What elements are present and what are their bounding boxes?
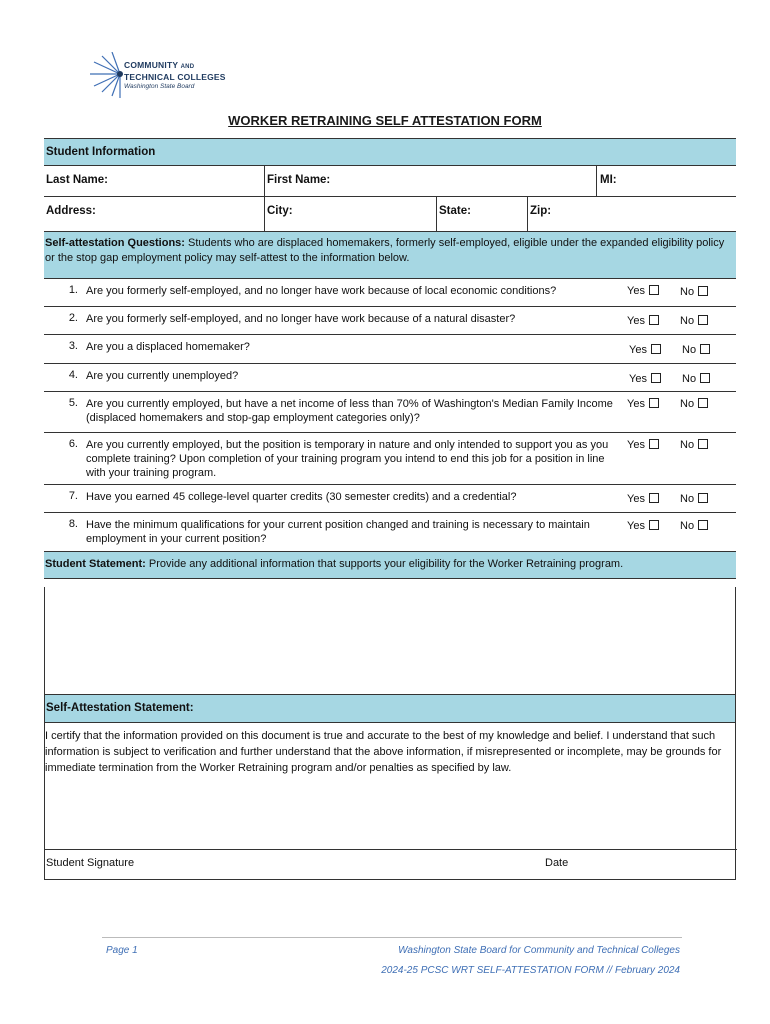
student-statement-field[interactable] [44, 587, 736, 695]
question-8: 8. Have the minimum qualifications for your current position changed and training is necessary to maintain employment in your current position? Yes No [44, 513, 736, 552]
mi-label: MI: [600, 174, 617, 186]
q3-no-checkbox[interactable]: No [682, 344, 710, 356]
q6-yes-checkbox[interactable]: Yes [627, 439, 659, 451]
last-name-label: Last Name: [46, 174, 108, 186]
student-info-header: Student Information [44, 138, 736, 166]
logo-line-1: COMMUNITY AND [124, 60, 195, 70]
starburst-icon [88, 52, 128, 102]
question-1: 1. Are you formerly self-employed, and no longer have work because of local economic conditions? Yes No [44, 279, 736, 307]
question-3: 3. Are you a displaced homemaker? Yes No [44, 335, 736, 364]
footer-form-id: 2024-25 PCSC WRT SELF-ATTESTATION FORM // February 2024 [381, 965, 680, 976]
question-5: 5. Are you currently employed, but have a net income of less than 70% of Washington's Median Family Income (displaced homemakers and stop-gap employment categories only)? Yes No [44, 392, 736, 433]
city-label: City: [267, 205, 293, 217]
form-title: WORKER RETRAINING SELF ATTESTATION FORM [228, 113, 542, 128]
footer-org: Washington State Board for Community and Technical Colleges [398, 945, 680, 956]
footer-divider [102, 937, 682, 938]
student-signature-label: Student Signature [46, 857, 135, 869]
state-label: State: [439, 205, 471, 217]
q7-no-checkbox[interactable]: No [680, 493, 708, 505]
q8-no-checkbox[interactable]: No [680, 520, 708, 532]
q2-yes-checkbox[interactable]: Yes [627, 315, 659, 327]
q5-yes-checkbox[interactable]: Yes [627, 398, 659, 410]
first-name-label: First Name: [267, 174, 331, 186]
q1-no-checkbox[interactable]: No [680, 286, 708, 298]
logo-line-2: TECHNICAL COLLEGES [124, 72, 226, 82]
q7-yes-checkbox[interactable]: Yes [627, 493, 659, 505]
q4-no-checkbox[interactable]: No [682, 373, 710, 385]
q6-no-checkbox[interactable]: No [680, 439, 708, 451]
student-statement-header: Student Statement: Provide any additional information that supports your eligibility for the Worker Retraining program. [44, 552, 736, 579]
q4-yes-checkbox[interactable]: Yes [629, 373, 661, 385]
q1-yes-checkbox[interactable]: Yes [627, 285, 659, 297]
self-attestation-body [44, 723, 736, 880]
questions-header: Self-attestation Questions: Students who are displaced homemakers, formerly self-employed, eligible under the expanded eligibility policy or the stop gap employment policy may self-attest to the information below. [44, 232, 736, 279]
date-label: Date [545, 857, 569, 869]
question-6: 6. Are you currently employed, but the position is temporary in nature and only intended to support you as you complete training? Upon completion of your training program you intend to end this job for a position in line with your training program. Yes No [44, 433, 736, 485]
self-attestation-header: Self-Attestation Statement: [44, 695, 736, 723]
sbctc-logo [88, 52, 248, 102]
page-number: Page 1 [106, 945, 138, 956]
q8-yes-checkbox[interactable]: Yes [627, 520, 659, 532]
question-4: 4. Are you currently unemployed? Yes No [44, 364, 736, 392]
q5-no-checkbox[interactable]: No [680, 398, 708, 410]
question-2: 2. Are you formerly self-employed, and no longer have work because of a natural disaster? Yes No [44, 307, 736, 335]
address-row [44, 197, 736, 232]
attestation-form [44, 138, 736, 579]
q3-yes-checkbox[interactable]: Yes [629, 344, 661, 356]
zip-label: Zip: [530, 205, 552, 217]
address-label: Address: [46, 205, 96, 217]
attestation-text: I certify that the information provided on this document is true and accurate to the best of my knowledge and belief. I understand that such information is subject to verification and further understand that the above information, if misrepresented or incomplete, may be grounds for immediate termination from the Worker Retraining program and/or penalties as specified by law. [45, 730, 722, 774]
name-row [44, 166, 736, 197]
question-7: 7. Have you earned 45 college-level quarter credits (30 semester credits) and a credential? Yes No [44, 485, 736, 513]
q2-no-checkbox[interactable]: No [680, 315, 708, 327]
logo-line-3: Washington State Board [124, 83, 195, 90]
